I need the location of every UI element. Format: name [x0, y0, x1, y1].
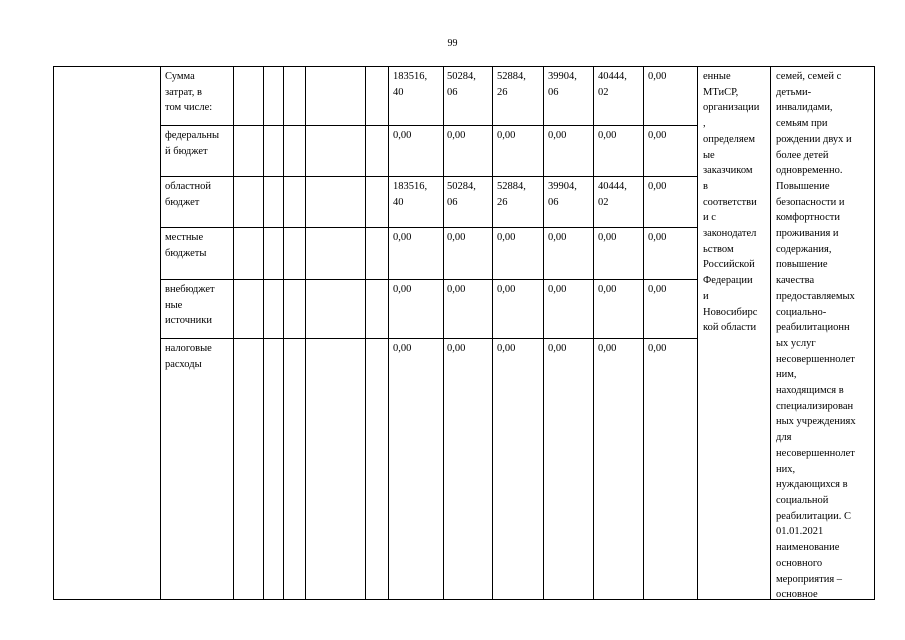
text-line: семьям при — [776, 118, 828, 130]
column-divider — [263, 66, 264, 600]
text-line: в — [703, 180, 708, 192]
row-divider — [160, 176, 697, 177]
text-line: несовершеннолет — [776, 447, 855, 459]
text-line: кой области — [703, 322, 757, 334]
value-cell: 39904, 06 — [548, 181, 577, 208]
value-cell: 0,00 — [548, 284, 567, 295]
text-line: енные — [703, 71, 731, 82]
value-cell: 40444, 02 — [598, 71, 627, 98]
text-line: ые — [703, 149, 715, 161]
text-line: предоставляемых — [776, 290, 855, 302]
text-line: основного — [776, 557, 823, 569]
text-line: Повышение — [776, 180, 830, 192]
row-label: внебюджет ные источники — [165, 284, 215, 326]
text-line: определяем — [703, 133, 756, 145]
value-cell: 0,00 — [548, 130, 567, 141]
value-cell: 52884, 26 — [497, 181, 526, 208]
text-line: инвалидами, — [776, 102, 833, 114]
column-divider — [492, 66, 493, 600]
row-label: налоговые расходы — [165, 343, 212, 370]
value-cell: 0,00 — [648, 343, 667, 354]
row-divider — [160, 227, 697, 228]
page-number: 99 — [447, 38, 458, 49]
value-cell: 39904, 06 — [548, 71, 577, 98]
text-line: для — [776, 432, 792, 444]
text-line: детьми- — [776, 86, 812, 98]
text-line: ных учреждениях — [776, 416, 856, 428]
row-label: федеральны й бюджет — [165, 130, 220, 157]
row-divider — [160, 279, 697, 280]
text-line: , — [703, 118, 706, 130]
column-divider — [233, 66, 234, 600]
value-cell: 0,00 — [548, 232, 567, 243]
value-cell: 0,00 — [598, 284, 617, 295]
column-divider — [160, 66, 161, 600]
value-cell: 183516, 40 — [393, 71, 428, 98]
text-line: проживания и — [776, 228, 839, 240]
text-line: повышение — [776, 259, 828, 271]
value-cell: 0,00 — [648, 71, 667, 82]
value-cell: 0,00 — [393, 343, 412, 354]
text-line: организации — [703, 102, 760, 114]
text-line: ьством — [703, 243, 734, 255]
row-label: Сумма затрат, в том числе: — [165, 71, 213, 113]
column-divider — [365, 66, 366, 600]
text-line: основное — [776, 589, 818, 601]
value-cell: 0,00 — [648, 284, 667, 295]
value-cell: 0,00 — [393, 130, 412, 141]
executor-text — [703, 69, 759, 336]
value-cell: 0,00 — [598, 343, 617, 354]
value-cell: 0,00 — [497, 343, 516, 354]
value-cell: 183516, 40 — [393, 181, 428, 208]
text-line: ним, — [776, 369, 797, 381]
value-cell: 0,00 — [447, 343, 466, 354]
value-cell: 0,00 — [497, 232, 516, 243]
column-divider — [283, 66, 284, 600]
text-line: социально- — [776, 306, 827, 318]
text-line: содержания, — [776, 243, 832, 255]
text-line: качества — [776, 275, 815, 287]
column-divider — [770, 66, 771, 600]
text-line: одновременно. — [776, 165, 843, 177]
text-line: и — [703, 290, 709, 302]
text-line: Российской — [703, 259, 755, 271]
value-cell: 0,00 — [497, 130, 516, 141]
text-line: безопасности и — [776, 196, 845, 208]
value-cell: 0,00 — [447, 284, 466, 295]
column-divider — [593, 66, 594, 600]
text-line: ых услуг — [776, 337, 816, 349]
text-line: 01.01.2021 — [776, 526, 824, 538]
text-line: реабилитации. С — [776, 510, 852, 522]
row-divider — [160, 125, 697, 126]
column-divider — [543, 66, 544, 600]
value-cell: 50284, 06 — [447, 71, 476, 98]
text-line: Новосибирс — [703, 306, 758, 318]
text-line: находящимся в — [776, 385, 844, 397]
column-divider — [388, 66, 389, 600]
value-cell: 0,00 — [548, 343, 567, 354]
text-line: соответстви — [703, 196, 757, 208]
text-line: специализирован — [776, 400, 854, 412]
result-text — [776, 69, 856, 603]
text-line: заказчиком — [703, 165, 753, 177]
text-line: семей, семей с — [776, 71, 842, 82]
text-line: нуждающихся в — [776, 479, 848, 491]
column-divider — [443, 66, 444, 600]
text-line: них, — [776, 463, 796, 475]
value-cell: 40444, 02 — [598, 181, 627, 208]
value-cell: 0,00 — [598, 130, 617, 141]
text-line: несовершеннолет — [776, 353, 855, 365]
text-line: более детей — [776, 149, 829, 161]
text-line: и с — [703, 212, 716, 224]
row-label: местные бюджеты — [165, 232, 207, 259]
row-label: областной бюджет — [165, 181, 211, 208]
column-divider — [305, 66, 306, 600]
value-cell: 0,00 — [648, 232, 667, 243]
value-cell: 0,00 — [393, 232, 412, 243]
text-line: комфортности — [776, 212, 841, 224]
value-cell: 0,00 — [598, 232, 617, 243]
value-cell: 0,00 — [497, 284, 516, 295]
value-cell: 0,00 — [447, 232, 466, 243]
column-divider — [697, 66, 698, 600]
value-cell: 52884, 26 — [497, 71, 526, 98]
value-cell: 0,00 — [648, 130, 667, 141]
text-line: рождении двух и — [776, 133, 852, 145]
text-line: МТиСР, — [703, 86, 739, 98]
value-cell: 50284, 06 — [447, 181, 476, 208]
value-cell: 0,00 — [393, 284, 412, 295]
text-line: Федерации — [703, 275, 753, 287]
text-line: социальной — [776, 494, 829, 506]
text-line: наименование — [776, 542, 840, 554]
column-divider — [643, 66, 644, 600]
value-cell: 0,00 — [447, 130, 466, 141]
row-divider — [160, 338, 697, 339]
text-line: законодател — [703, 228, 757, 240]
text-line: мероприятия – — [776, 573, 843, 585]
value-cell: 0,00 — [648, 181, 667, 192]
text-line: реабилитационн — [776, 322, 850, 334]
